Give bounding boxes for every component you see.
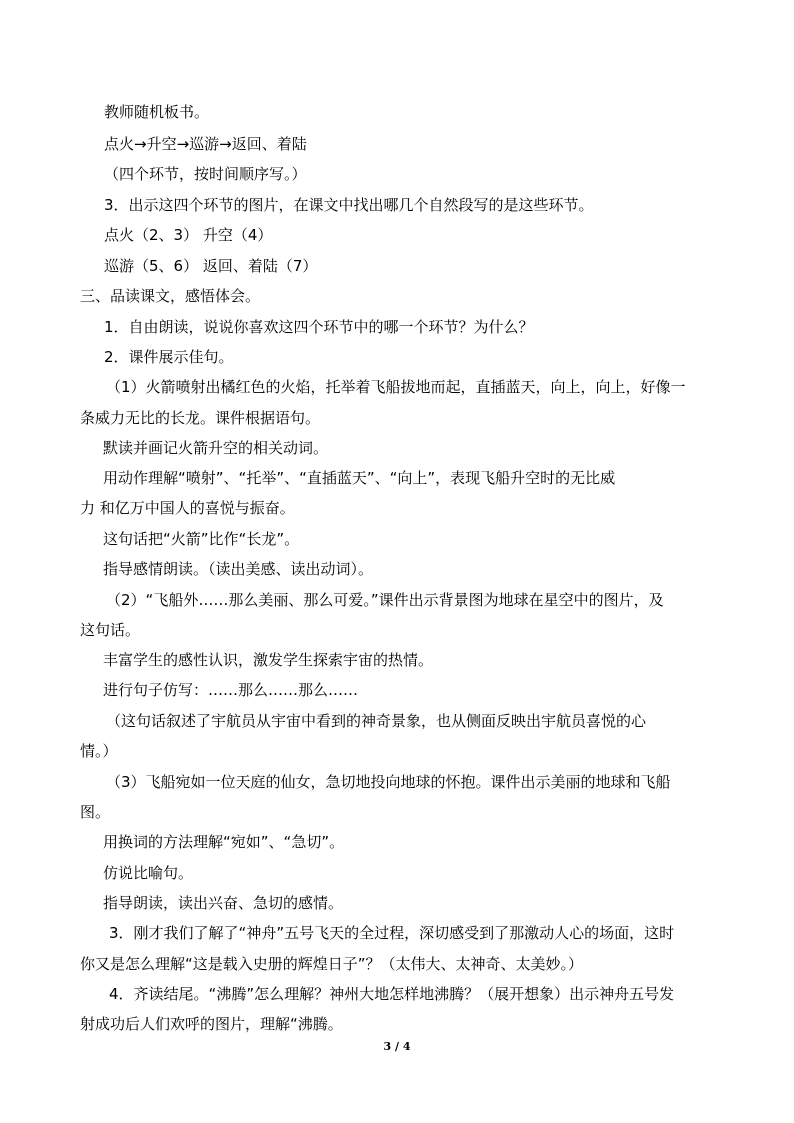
text-line: （1）火箭喷射出橘红色的火焰，托举着飞船拔地而起，直插蓝天，向上，向上，好像一 bbox=[106, 378, 686, 396]
text-line: 巡游（5、6） 返回、着陆（7） bbox=[104, 257, 318, 275]
text-line: （四个环节，按时间顺序写。） bbox=[104, 165, 307, 183]
text-line: 用换词的方法理解“宛如”、“急切”。 bbox=[103, 833, 345, 851]
text-line: 图。 bbox=[80, 803, 111, 821]
text-line: 教师随机板书。 bbox=[104, 103, 210, 121]
text-line: 这句话。 bbox=[80, 621, 141, 639]
text-line: 丰富学生的感性认识，激发学生探索宇宙的热情。 bbox=[103, 651, 434, 669]
text-line: （这句话叙述了宇航员从宇宙中看到的神奇景象，也从侧面反映出宇航员喜悦的心 bbox=[106, 712, 647, 730]
text-line: 射成功后人们欢呼的图片，理解“沸腾。 bbox=[80, 1015, 343, 1033]
text-line: （3）飞船宛如一位天庭的仙女，急切地投向地球的怀抱。课件出示美丽的地球和飞船 bbox=[106, 773, 671, 791]
text-line: 3．出示这四个环节的图片，在课文中找出哪几个自然段写的是这些环节。 bbox=[104, 196, 594, 214]
text-line: 进行句子仿写：……那么……那么…… bbox=[103, 681, 359, 699]
text-line: 3．刚才我们了解了“神舟”五号飞天的全过程，深切感受到了那激动人心的场面，这时 bbox=[109, 924, 675, 942]
text-line: 点火→升空→巡游→返回、着陆 bbox=[104, 135, 307, 153]
text-line: 力 和亿万中国人的喜悦与振奋。 bbox=[80, 499, 295, 517]
text-line: 仿说比喻句。 bbox=[103, 864, 194, 882]
text-line: 你又是怎么理解“这是载入史册的辉煌日子”？（太伟大、太神奇、太美妙。） bbox=[80, 955, 584, 973]
text-line: 这句话把“火箭”比作“长龙”。 bbox=[103, 530, 300, 548]
text-line: 1．自由朗读，说说你喜欢这四个环节中的哪一个环节？为什么？ bbox=[104, 318, 534, 336]
text-line: 条威力无比的长龙。课件根据语句。 bbox=[80, 409, 321, 427]
section-heading: 三、品读课文，感悟体会。 bbox=[80, 287, 261, 305]
page-number: 3 / 4 bbox=[383, 1040, 411, 1053]
text-line: 2．课件展示佳句。 bbox=[104, 348, 234, 366]
text-line: 指导朗读，读出兴奋、急切的感情。 bbox=[103, 894, 344, 912]
text-line: （2）“飞船外……那么美丽、那么可爱。”课件出示背景图为地球在星空中的图片，及 bbox=[106, 591, 664, 609]
text-line: 情。） bbox=[80, 742, 118, 760]
text-line: 4．齐读结尾。“沸腾”怎么理解？神州大地怎样地沸腾？（展开想象）出示神舟五号发 bbox=[109, 985, 675, 1003]
text-line: 默读并画记火箭升空的相关动词。 bbox=[103, 439, 329, 457]
text-line: 指导感情朗读。（读出美感、读出动词）。 bbox=[103, 560, 374, 578]
text-line: 用动作理解“喷射”、“托举”、“直插蓝天”、“向上”，表现飞船升空时的无比威 bbox=[103, 469, 616, 487]
text-line: 点火（2、3） 升空（4） bbox=[104, 226, 273, 244]
